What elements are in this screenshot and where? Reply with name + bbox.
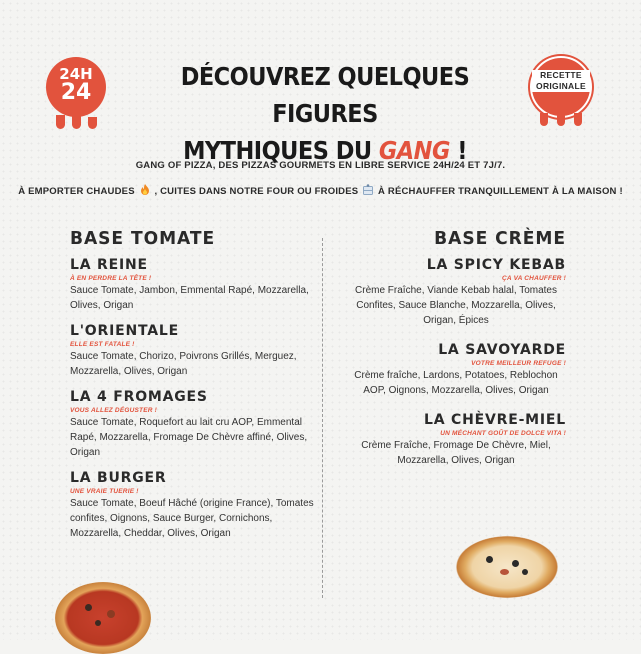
pizza-ingredients: Crème Fraîche, Viande Kebab halal, Tomates Confites, Sauce Blanche, Mozzarella, Olives, Origan, Épices — [355, 285, 557, 326]
open-24h-badge — [46, 57, 106, 117]
fridge-icon — [362, 184, 374, 196]
pizza-tagline: À EN PERDRE LA TÊTE ! — [70, 275, 152, 282]
intro-line-2 — [0, 184, 641, 197]
page-title — [141, 58, 510, 169]
pizza-ingredients: Crème fraîche, Lardons, Potatoes, Reblochon AOP, Oignons, Mozzarella, Olives, Origan — [354, 370, 558, 396]
pizza-ingredients: Sauce Tomate, Roquefort au lait cru AOP, Emmental Rapé, Mozzarella, Fromage De Chèvre affiné, Olives, Origan — [70, 417, 308, 458]
olive-topping — [85, 604, 92, 611]
pizza-tomato-image — [55, 582, 151, 654]
pizza-item — [330, 412, 566, 468]
pizza-name: LA CHÈVRE-MIEL — [424, 412, 566, 428]
pizza-name: LA REINE — [70, 257, 148, 273]
title-accent: GANG — [378, 136, 450, 165]
intro-hot-text: À EMPORTER CHAUDES — [18, 186, 135, 197]
badge-recipe-text: RECETTE ORIGINALE — [532, 70, 590, 92]
badge-drip — [540, 113, 548, 126]
badge-drip — [557, 110, 565, 126]
pizza-ingredients: Crème Fraîche, Fromage De Chèvre, Miel, Mozzarella, Olives, Origan — [361, 440, 551, 466]
cream-base-section — [330, 228, 566, 478]
pizza-item — [70, 470, 315, 541]
pizza-tagline: UN MÉCHANT GOÛT DE DOLCE VITA ! — [440, 430, 566, 437]
section-title-cream: BASE CRÈME — [434, 228, 566, 249]
title-prefix: MYTHIQUES DU — [183, 136, 379, 165]
pizza-name: LA BURGER — [70, 470, 167, 486]
pizza-item — [330, 257, 566, 328]
olive-topping — [95, 620, 101, 626]
olive-topping — [486, 556, 493, 563]
pizza-name: L'ORIENTALE — [70, 323, 179, 339]
badge-drip — [88, 117, 97, 129]
tomato-topping — [500, 569, 509, 575]
meat-topping — [107, 610, 115, 618]
title-suffix: ! — [449, 136, 467, 165]
pizza-tagline: VOTRE MEILLEUR REFUGE ! — [471, 360, 566, 367]
pizza-tagline: UNE VRAIE TUERIE ! — [70, 488, 139, 495]
title-line-1: DÉCOUVREZ QUELQUES FIGURES — [180, 62, 470, 128]
tomato-base-section — [70, 228, 315, 551]
badge-drip — [56, 115, 65, 129]
pizza-item — [70, 389, 315, 460]
original-recipe-badge — [530, 56, 592, 118]
pizza-item — [70, 257, 315, 313]
intro-oven-text: , CUITES DANS NOTRE FOUR OU FROIDES — [154, 186, 359, 197]
pizza-name: LA SAVOYARDE — [438, 342, 566, 358]
badge-drip — [574, 113, 582, 126]
badge-24-text: 24 — [60, 80, 92, 105]
intro-line-1: GANG OF PIZZA, DES PIZZAS GOURMETS EN LIBRE SERVICE 24H/24 ET 7J/7. — [135, 160, 506, 171]
fire-icon — [139, 184, 151, 196]
badge-24h-text: 24H — [59, 65, 93, 83]
pizza-ingredients: Sauce Tomate, Boeuf Hâché (origine France), Tomates confites, Oignons, Sauce Burger, Cornichons, Mozzarella, Cheddar, Olives, Origan — [70, 498, 314, 539]
badge-drip — [72, 111, 81, 129]
pizza-item — [70, 323, 315, 379]
pizza-name: LA SPICY KEBAB — [426, 257, 566, 273]
section-title-tomato: BASE TOMATE — [70, 228, 216, 249]
olive-topping — [512, 560, 519, 567]
column-divider — [322, 238, 323, 598]
pizza-cream-image — [456, 536, 558, 598]
pizza-ingredients: Sauce Tomate, Jambon, Emmental Rapé, Mozzarella, Olives, Origan — [70, 285, 309, 311]
pizza-item — [330, 342, 566, 398]
pizza-tagline: ELLE EST FATALE ! — [70, 341, 135, 348]
olive-topping — [522, 569, 528, 575]
pizza-name: LA 4 FROMAGES — [70, 389, 208, 405]
pizza-ingredients: Sauce Tomate, Chorizo, Poivrons Grillés, Merguez, Mozzarella, Olives, Origan — [70, 351, 297, 377]
pizza-tagline: VOUS ALLEZ DÉGUSTER ! — [70, 407, 158, 414]
intro-home-text: À RÉCHAUFFER TRANQUILLEMENT À LA MAISON ! — [378, 186, 623, 197]
pizza-tagline: ÇA VA CHAUFFER ! — [502, 275, 566, 282]
